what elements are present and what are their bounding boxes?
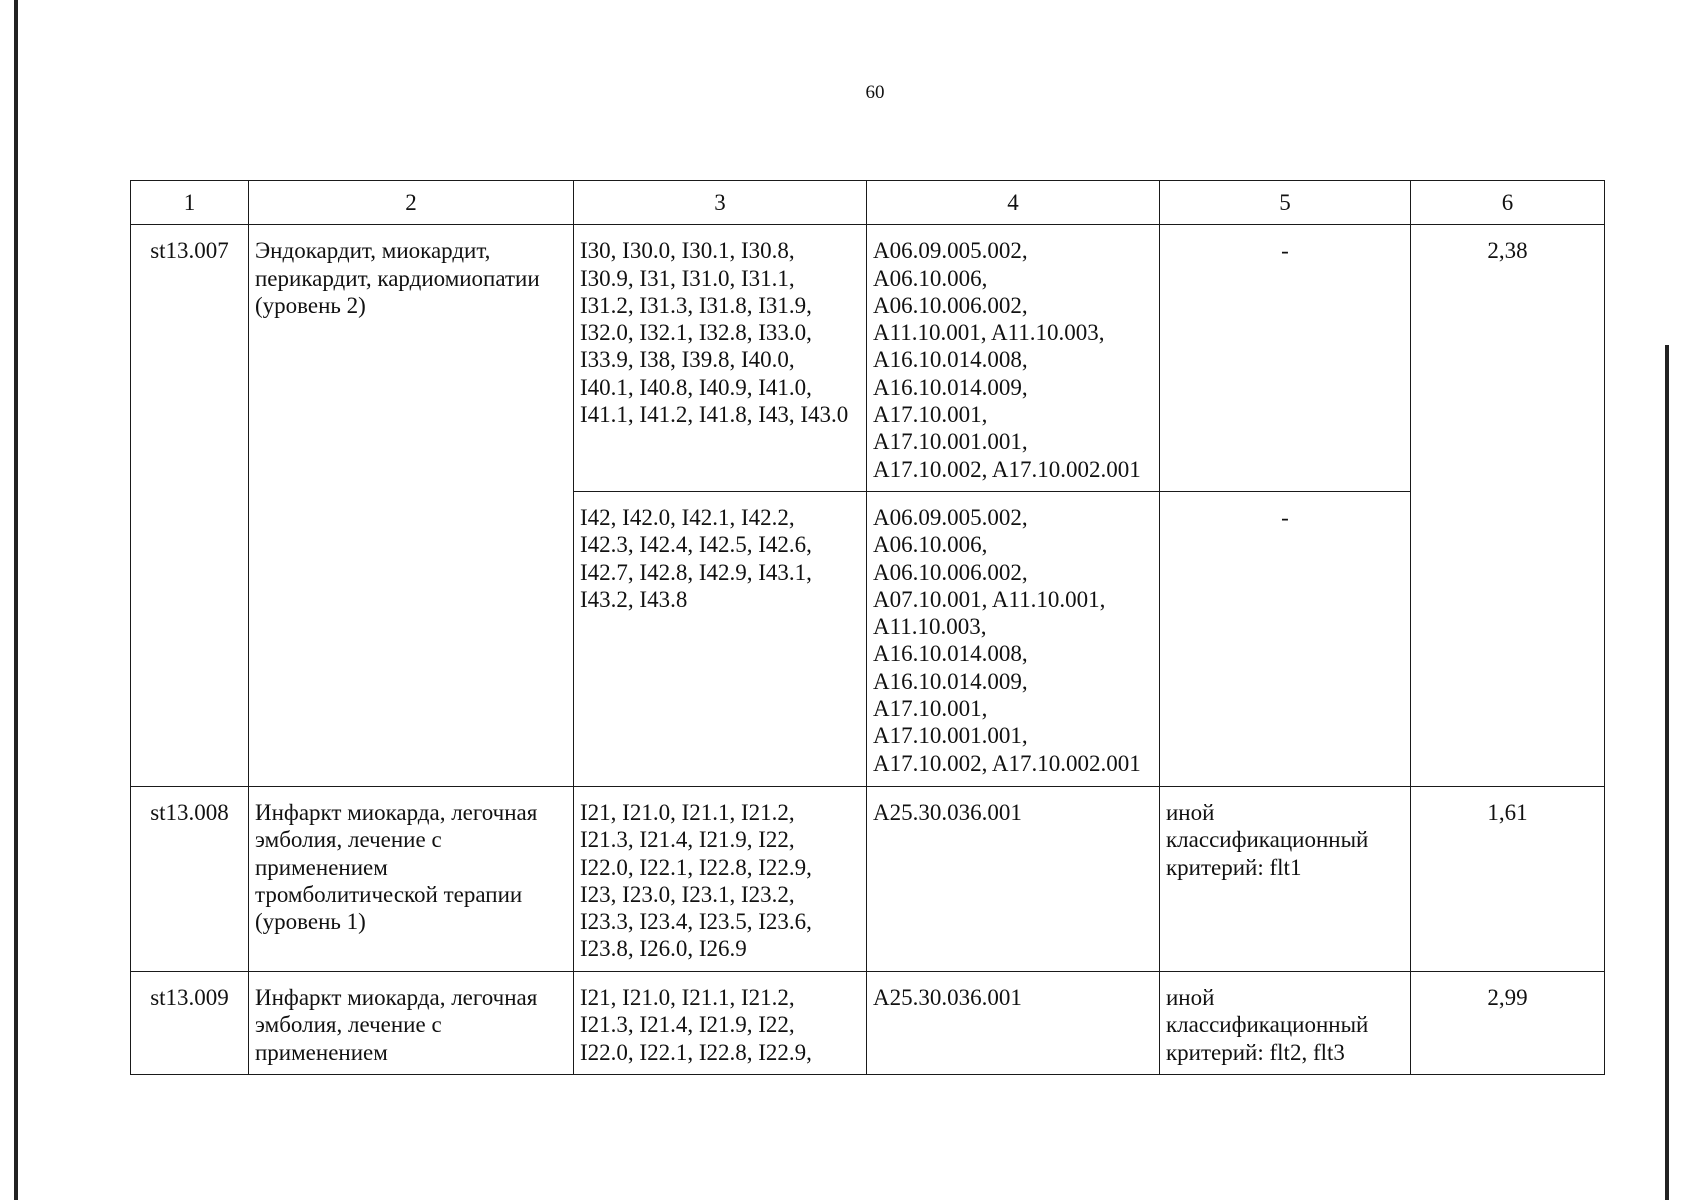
diagnoses-line: I23.8, I26.0, I26.9 xyxy=(580,936,747,962)
diagnoses-line: I31.2, I31.3, I31.8, I31.9, xyxy=(580,292,812,318)
services-line: A06.10.006, xyxy=(873,532,988,558)
criterion-line: классификационный xyxy=(1166,1012,1369,1038)
services-line: A17.10.001.001, xyxy=(873,723,1028,749)
diagnoses-line: I43.2, I43.8 xyxy=(580,586,688,612)
name-line: применением xyxy=(255,854,388,880)
services-line: A06.10.006, xyxy=(873,265,988,291)
services-line: A07.10.001, A11.10.001, xyxy=(873,586,1106,612)
column-header-2: 2 xyxy=(249,181,574,225)
row-services-cell xyxy=(867,971,1160,1074)
row-coefficient-cell: 2,38 xyxy=(1411,225,1605,787)
diagnoses-line: I42.7, I42.8, I42.9, I43.1, xyxy=(580,559,812,585)
services-line: A16.10.014.009, xyxy=(873,668,1028,694)
diagnoses-line: I21.3, I21.4, I21.9, I22, xyxy=(580,827,795,853)
row-diagnoses-cell xyxy=(574,225,867,492)
name-line: применением xyxy=(255,1039,388,1065)
services-line: A25.30.036.001 xyxy=(873,799,1022,825)
name-line: эмболия, лечение с xyxy=(255,827,442,853)
diagnoses-line: I32.0, I32.1, I32.8, I33.0, xyxy=(580,320,812,346)
diagnoses-line: I42.3, I42.4, I42.5, I42.6, xyxy=(580,532,812,558)
services-line: A17.10.001, xyxy=(873,402,988,428)
tariff-table xyxy=(130,180,1605,1075)
criterion-line: критерий: flt2, flt3 xyxy=(1166,1039,1345,1065)
row-name-cell xyxy=(249,225,574,787)
name-line: Инфаркт миокарда, легочная xyxy=(255,984,538,1010)
diagnoses-line: I33.9, I38, I39.8, I40.0, xyxy=(580,347,795,373)
diagnoses-line: I30.9, I31, I31.0, I31.1, xyxy=(580,265,795,291)
tariff-table-container xyxy=(130,180,1598,1075)
table-row xyxy=(131,971,1605,1074)
diagnoses-line: I21, I21.0, I21.1, I21.2, xyxy=(580,984,795,1010)
criterion-line: иной xyxy=(1166,799,1215,825)
row-diagnoses-cell xyxy=(574,971,867,1074)
services-line: A17.10.002, A17.10.002.001 xyxy=(873,750,1141,776)
diagnoses-line: I30, I30.0, I30.1, I30.8, xyxy=(580,238,795,264)
row-name-cell xyxy=(249,971,574,1074)
criterion-line: иной xyxy=(1166,984,1215,1010)
services-line: A16.10.014.008, xyxy=(873,641,1028,667)
row-code-cell: st13.007 xyxy=(131,225,249,787)
name-line: Эндокардит, миокардит, xyxy=(255,238,491,264)
diagnoses-line: I21, I21.0, I21.1, I21.2, xyxy=(580,799,795,825)
name-line: перикардит, кардиомиопатии xyxy=(255,265,540,291)
row-criterion-cell: - xyxy=(1160,225,1411,492)
services-line: A06.09.005.002, xyxy=(873,504,1028,530)
row-code-cell: st13.009 xyxy=(131,971,249,1074)
row-diagnoses-cell xyxy=(574,786,867,971)
diagnoses-line: I42, I42.0, I42.1, I42.2, xyxy=(580,504,795,530)
row-coefficient-cell: 2,99 xyxy=(1411,971,1605,1074)
column-header-4: 4 xyxy=(867,181,1160,225)
column-header-6: 6 xyxy=(1411,181,1605,225)
row-criterion-cell: - xyxy=(1160,491,1411,786)
table-row xyxy=(131,225,1605,492)
table-header-row xyxy=(131,181,1605,225)
row-services-cell xyxy=(867,225,1160,492)
services-line: A16.10.014.009, xyxy=(873,374,1028,400)
services-line: A17.10.001, xyxy=(873,696,988,722)
services-line: A06.10.006.002, xyxy=(873,559,1028,585)
services-line: A17.10.001.001, xyxy=(873,429,1028,455)
criterion-line: классификационный xyxy=(1166,827,1369,853)
services-line: A11.10.003, xyxy=(873,614,987,640)
diagnoses-line: I23.3, I23.4, I23.5, I23.6, xyxy=(580,909,812,935)
scan-edge-right xyxy=(1665,345,1669,1200)
row-criterion-cell xyxy=(1160,971,1411,1074)
diagnoses-line: I21.3, I21.4, I21.9, I22, xyxy=(580,1012,795,1038)
services-line: A25.30.036.001 xyxy=(873,984,1022,1010)
services-line: A06.10.006.002, xyxy=(873,292,1028,318)
row-services-cell xyxy=(867,786,1160,971)
services-line: A06.09.005.002, xyxy=(873,238,1028,264)
row-criterion-cell xyxy=(1160,786,1411,971)
name-line: Инфаркт миокарда, легочная xyxy=(255,799,538,825)
diagnoses-line: I22.0, I22.1, I22.8, I22.9, xyxy=(580,854,812,880)
services-line: A11.10.001, A11.10.003, xyxy=(873,320,1105,346)
criterion-line: критерий: flt1 xyxy=(1166,854,1302,880)
name-line: (уровень 2) xyxy=(255,292,366,318)
row-diagnoses-cell xyxy=(574,491,867,786)
column-header-3: 3 xyxy=(574,181,867,225)
column-header-5: 5 xyxy=(1160,181,1411,225)
name-line: (уровень 1) xyxy=(255,909,366,935)
row-name-cell xyxy=(249,786,574,971)
row-services-cell xyxy=(867,491,1160,786)
page-number: 60 xyxy=(865,82,885,103)
name-line: тромболитической терапии xyxy=(255,881,523,907)
row-code-cell: st13.008 xyxy=(131,786,249,971)
diagnoses-line: I40.1, I40.8, I40.9, I41.0, xyxy=(580,374,812,400)
scan-edge-left xyxy=(14,0,18,1200)
name-line: эмболия, лечение с xyxy=(255,1012,442,1038)
column-header-1: 1 xyxy=(131,181,249,225)
services-line: A16.10.014.008, xyxy=(873,347,1028,373)
diagnoses-line: I41.1, I41.2, I41.8, I43, I43.0 xyxy=(580,402,849,428)
table-row xyxy=(131,786,1605,971)
services-line: A17.10.002, A17.10.002.001 xyxy=(873,456,1141,482)
row-coefficient-cell: 1,61 xyxy=(1411,786,1605,971)
diagnoses-line: I23, I23.0, I23.1, I23.2, xyxy=(580,881,795,907)
diagnoses-line: I22.0, I22.1, I22.8, I22.9, xyxy=(580,1039,812,1065)
